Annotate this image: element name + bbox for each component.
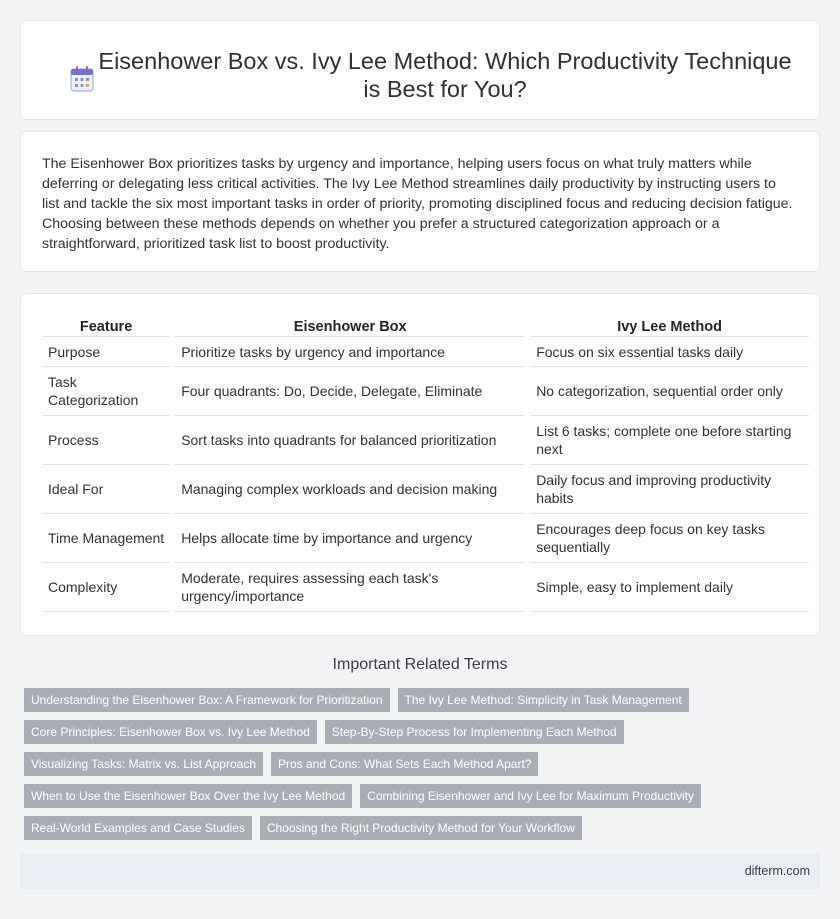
cell-ivy-lee: Daily focus and improving productivity habits (530, 465, 809, 514)
header-ivy-lee: Ivy Lee Method (530, 314, 809, 337)
footer-site-link[interactable]: difterm.com (744, 864, 810, 878)
cell-feature: Time Management (42, 514, 170, 563)
summary-text: The Eisenhower Box prioritizes tasks by urgency and importance, helping users focus on what truly matters while deferring or delegating less critical activities. The Ivy Lee Method streamlines daily productivity by instructing users to list and tackle the six most important tasks in order of priority, promoting disciplined focus and reducing decision fatigue. Choosing between these methods depends on whether you prefer a structured categorization approach or a straightforward, prioritized task list to boost productivity. (42, 156, 793, 252)
cell-eisenhower: Moderate, requires assessing each task's urgency/importance (175, 563, 525, 612)
table-row (42, 416, 809, 465)
cell-feature: Task Categorization (42, 367, 170, 416)
summary-card (20, 131, 820, 272)
related-term-link[interactable]: Understanding the Eisenhower Box: A Framework for Prioritization (24, 688, 390, 712)
page-title: Eisenhower Box vs. Ivy Lee Method: Which Productivity Technique is Best for You? (98, 48, 792, 102)
related-terms-list (24, 688, 804, 848)
title-card (20, 20, 820, 120)
cell-ivy-lee: Simple, easy to implement daily (530, 563, 809, 612)
cell-eisenhower: Helps allocate time by importance and urgency (175, 514, 525, 563)
cell-ivy-lee: Encourages deep focus on key tasks sequentially (530, 514, 809, 563)
table-row (42, 563, 809, 612)
cell-eisenhower: Prioritize tasks by urgency and importance (175, 337, 525, 367)
footer (20, 854, 820, 889)
table-row (42, 367, 809, 416)
header-eisenhower: Eisenhower Box (175, 314, 525, 337)
cell-eisenhower: Sort tasks into quadrants for balanced prioritization (175, 416, 525, 465)
cell-eisenhower: Managing complex workloads and decision making (175, 465, 525, 514)
comparison-table-card (20, 293, 820, 636)
header-feature: Feature (42, 314, 170, 337)
related-term-link[interactable]: Pros and Cons: What Sets Each Method Apart? (271, 752, 538, 776)
related-term-link[interactable]: Core Principles: Eisenhower Box vs. Ivy Lee Method (24, 720, 317, 744)
cell-feature: Complexity (42, 563, 170, 612)
cell-feature: Process (42, 416, 170, 465)
related-term-link[interactable]: When to Use the Eisenhower Box Over the Ivy Lee Method (24, 784, 352, 808)
cell-ivy-lee: No categorization, sequential order only (530, 367, 809, 416)
table-header-row (42, 314, 809, 337)
related-terms-title: Important Related Terms (332, 656, 508, 673)
table-row (42, 337, 809, 367)
related-term-link[interactable]: Step-By-Step Process for Implementing Each Method (325, 720, 624, 744)
related-term-link[interactable]: Real-World Examples and Case Studies (24, 816, 252, 840)
related-term-link[interactable]: Visualizing Tasks: Matrix vs. List Approach (24, 752, 263, 776)
related-term-link[interactable]: The Ivy Lee Method: Simplicity in Task Management (398, 688, 689, 712)
cell-ivy-lee: List 6 tasks; complete one before starting next (530, 416, 809, 465)
related-term-link[interactable]: Choosing the Right Productivity Method for Your Workflow (260, 816, 582, 840)
cell-feature: Purpose (42, 337, 170, 367)
table-row (42, 514, 809, 563)
comparison-table (37, 314, 814, 612)
cell-ivy-lee: Focus on six essential tasks daily (530, 337, 809, 367)
table-row (42, 465, 809, 514)
cell-eisenhower: Four quadrants: Do, Decide, Delegate, Eliminate (175, 367, 525, 416)
related-term-link[interactable]: Combining Eisenhower and Ivy Lee for Maximum Productivity (360, 784, 701, 808)
cell-feature: Ideal For (42, 465, 170, 514)
